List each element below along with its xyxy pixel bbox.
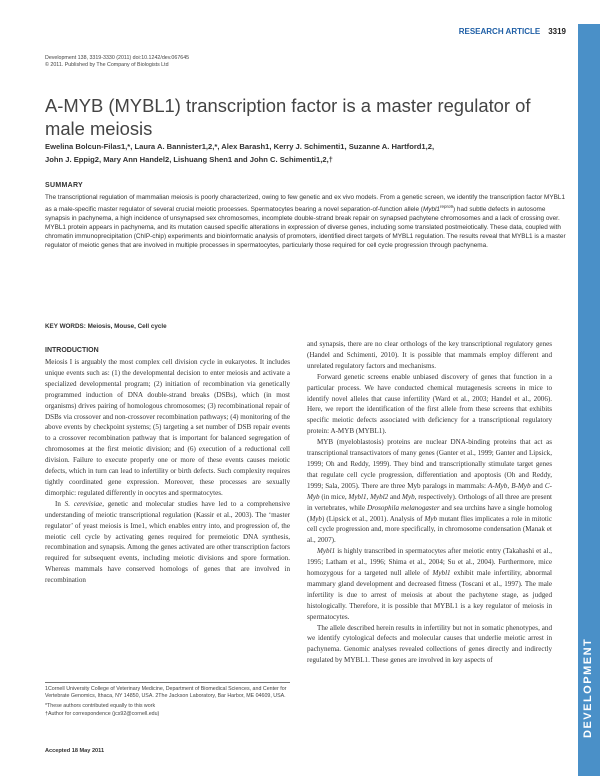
author-list bbox=[45, 141, 545, 166]
correspondence-note: †Author for correspondence (jcs92@cornell.edu) bbox=[45, 710, 160, 717]
introduction-heading: INTRODUCTION bbox=[45, 347, 99, 354]
equal-contribution-note: *These authors contributed equally to this work bbox=[45, 703, 156, 710]
intro-paragraph-1: Meiosis I is arguably the most complex cell division cycle in eukaryotes. It includes unique events such as: (1) the developmental decision to enter meiosis and activate a specialized developmental program; (2) initiation of recombination via genetically programmed induction of DNA double-strand breaks (DSBs), which (in most organisms) drives pairing of homologous chromosomes; (3) recombinational repair of DSBs via crossover and non-crossover recombination pathways; (4) monitoring of the above events by checkpoint systems; (5) targeting a set number of DSB repair events to a crossover recombination pathway that is important for balanced segregation of chromosomes at the first meiotic division; and (6) execution of a reductional cell division. Failure to execute properly one or more of these events causes meiotic defects, which in turn can lead to infertility or birth defects. Such complexity requires tightly coordinated gene expression. Moreover, these processes are sexually dimorphic: regulated differently in oocytes and spermatocytes. bbox=[45, 358, 290, 497]
left-column bbox=[45, 346, 290, 586]
affiliations: 1Cornell University College of Veterinary Medicine, Department of Biomedical Sciences, and Center for Vertebrate Genomics, Ithaca, NY 14850, USA. 2The Jackson Laboratory, Bar Harbor, ME 04609, USA. bbox=[45, 686, 287, 700]
page-header bbox=[459, 27, 566, 36]
authors-line-1: Ewelina Bolcun-Filas1,*, Laura A. Bannister1,2,*, Alex Barash1, Kerry J. Schimenti1, Suzanne A. Hartford1,2, bbox=[45, 142, 435, 151]
intro-paragraph-3: Forward genetic screens enable unbiased discovery of genes that function in a particular process. We have conducted chemical mutagenesis screens in mice to identify novel alleles that cause infertility (Ward et al., 2003; Handel et al., 2006). Here, we report the identification of the first allele from these screens that exhibits specific meiotic defects associated with deficiency for a transcriptional regulatory protein: A-MYB (MYBL1). bbox=[307, 372, 552, 436]
accepted-date: Accepted 18 May 2011 bbox=[45, 748, 105, 754]
intro-paragraph-6: The allele described herein results in infertility but not in somatic phenotypes, and we identify cytological defects and molecular causes that underlie meiotic arrest in pachynema. Genomic analyses revealed collections of genes directly and indirectly regulated by MYBL1. These genes are involved in key aspects of bbox=[307, 623, 552, 665]
keywords-value: Meiosis, Mouse, Cell cycle bbox=[87, 323, 167, 330]
intro-paragraph-5: Mybl1 is highly transcribed in spermatocytes after meiotic entry (Takahashi et al., 1995; Latham et al., 1996; Shima et al., 2004; Su et al., 2004). Furthermore, mice homozygous for a targeted null allele of Mybl1 exhibit male infertility, abnormal mammary gland development and decreased fitness (Toscani et al., 1997). The male infertility is due to arrest of meiosis at about the pachytene stage, as judged histologically. Therefore, it is possible that MYBL1 is a key regulator of meiosis in spermatocytes. bbox=[307, 547, 552, 621]
summary-body: The transcriptional regulation of mammalian meiosis is poorly characterized, owing to few genetic and ex vivo models. From a genetic screen, we identify the transcription factor MYBL1 as a male-specific master regulator of several crucial meiotic processes. Spermatocytes bearing a novel separation-of-function allele $(Mybl1^{repro9})$ had subtle defects in autosome synapsis in pachynema, a high incidence of unsynapsed sex chromosomes, incomplete double-strand break repair on synapsed pachytene chromosomes and a lack of crossing over. MYBL1 protein appears in pachynema, and its mutation caused specific alterations in expression of diverse genes, including some translated postmeiotically. These data, coupled with chromatin immunoprecipitation (ChIP-chip) experiments and bioinformatic analysis of promoters, identified direct targets of MYBL1 regulation. The results reveal that MYBL1 is a master regulator of meiotic genes that are involved in multiple processes in spermatocytes, particularly those required for cell cycle progression through pachynema. bbox=[45, 194, 566, 250]
citation-line: Development 138, 3319-3330 (2011) doi:10.1242/dev.067645 bbox=[45, 55, 190, 61]
page-number: 3319 bbox=[548, 27, 566, 36]
summary-heading: SUMMARY bbox=[45, 182, 84, 189]
footnotes bbox=[45, 682, 290, 721]
journal-side-label: DEVELOPMENT bbox=[582, 637, 594, 739]
allele-name: Mybl1 bbox=[422, 206, 440, 214]
article-title: A-MYB (MYBL1) transcription factor is a master regulator of male meiosis bbox=[45, 95, 531, 139]
citation-meta bbox=[45, 55, 189, 69]
copyright-line: © 2011. Published by The Company of Biologists Ltd bbox=[45, 62, 169, 68]
intro-paragraph-2: In S. cerevisiae, genetic and molecular studies have led to a comprehensive understanding of meiotic transcriptional regulation (Kassir et al., 2003). The ‘master regulator’ of yeast meiosis is Ime1, which enables entry into, and progression of, the meiotic cell cycle by activating genes required for premeiotic DNA synthesis, recombination and synapsis. Among the genes activated are other transcription factors required for subsequent events, including meiotic divisions and spore formation. Whereas mammals have conserved homologs of genes that are involved in recombination bbox=[45, 499, 290, 585]
article-type: RESEARCH ARTICLE bbox=[458, 27, 541, 36]
authors-line-2: John J. Eppig2, Mary Ann Handel2, Lishuang Shen1 and John C. Schimenti1,2,† bbox=[45, 154, 333, 164]
right-column bbox=[307, 339, 552, 666]
keywords bbox=[45, 323, 167, 330]
intro-paragraph-4: MYB (myeloblastosis) proteins are nuclear DNA-binding proteins that act as transcriptional transactivators of many genes (Ganter et al., 1999; Ganter and Lipsick, 1999; Oh and Reddy, 1999). They bind and transcriptionally stimulate target genes that regulate cell cycle progression, differentiation and apoptosis (Oh and Reddy, 1999; Sala, 2005). There are three Myb paralogs in mammals: A-Myb, B-Myb and C-Myb (in mice, Mybl1, Mybl2 and Myb, respectively). Orthologs of all three are present in vertebrates, while Drosophila melanogaster and sea urchins have a single homolog (Myb) (Lipsick et al., 2001). Analysis of Myb mutant flies implicates a role in mitotic cell cycle progression and, more specifically, in chromosome condensation (Manak et al., 2007). bbox=[307, 438, 552, 545]
keywords-label: KEY WORDS: bbox=[45, 323, 86, 330]
allele-superscript: repro9 bbox=[440, 204, 454, 209]
intro-paragraph-2-cont: and synapsis, there are no clear orthologs of the key transcriptional regulatory genes (Handel and Schimenti, 2010). It is possible that mammals employ different and unrelated regulatory factors and mechanisms. bbox=[307, 340, 552, 370]
